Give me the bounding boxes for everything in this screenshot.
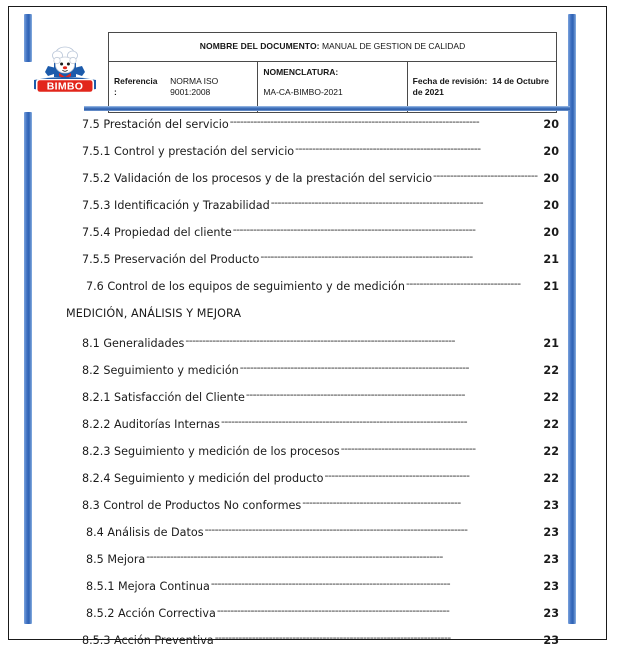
toc-page-number: 21 — [543, 253, 559, 266]
toc-entry-label: 8.2.1 Satisfacción del Cliente — [82, 391, 245, 404]
toc-leader-dashes: -------------------------------------------------------------------------- — [229, 115, 480, 128]
toc-entry-label: 8.2 Seguimiento y medición — [82, 364, 239, 377]
toc-entry-label: 7.5.1 Control y prestación del servicio — [82, 145, 295, 158]
toc-leader-dashes: ----------------------------------------------------------------------- — [210, 577, 451, 590]
toc-leader-dashes: -------------------------------------------------------------------------------- — [185, 334, 455, 347]
toc-entry[interactable] — [0, 631, 617, 661]
toc-entry[interactable] — [0, 334, 617, 364]
nomenclatura-label: NOMENCLATURA: — [263, 67, 339, 77]
nomenclatura-cell — [258, 62, 407, 113]
toc-entry[interactable] — [0, 442, 617, 472]
toc-entry[interactable] — [0, 496, 617, 526]
toc-page-number: 22 — [543, 445, 559, 458]
document-header — [0, 0, 617, 118]
toc-entry-label: MEDICIÓN, ANÁLISIS Y MEJORA — [66, 307, 242, 320]
toc-leader-dashes: ------------------------------- — [433, 169, 538, 182]
toc-page-number: 23 — [543, 553, 559, 566]
toc-page-number: 23 — [543, 607, 559, 620]
toc-entry[interactable] — [0, 415, 617, 445]
table-of-contents — [0, 115, 617, 661]
toc-page-number: 22 — [543, 472, 559, 485]
toc-page-number: 23 — [543, 499, 559, 512]
header-divider-bar — [84, 106, 570, 111]
toc-entry-label: 8.1 Generalidades — [82, 337, 185, 350]
toc-entry[interactable] — [0, 169, 617, 199]
toc-page-number: 20 — [543, 118, 559, 131]
toc-entry-label: 8.2.3 Seguimiento y medición de los procesos — [82, 445, 340, 458]
toc-entry-label: 7.5.3 Identificación y Trazabilidad — [82, 199, 270, 212]
fecha-revision-cell — [407, 62, 556, 113]
toc-entry[interactable] — [0, 223, 617, 253]
toc-leader-dashes: ------------------------------------------------------------------------ — [232, 223, 476, 236]
doc-name-value: MANUAL DE GESTION DE CALIDAD — [321, 41, 466, 52]
toc-leader-dashes: ---------------------------------- — [405, 277, 521, 290]
toc-leader-dashes: ---------------------------------------- — [340, 442, 476, 455]
toc-page-number: 20 — [543, 199, 559, 212]
toc-entry[interactable] — [0, 142, 617, 172]
toc-entry[interactable] — [0, 250, 617, 280]
toc-entry-label: 7.6 Control de los equipos de seguimiento y de medición — [86, 280, 405, 293]
toc-entry-label: 7.5.5 Preservación del Producto — [82, 253, 260, 266]
toc-leader-dashes: --------------------------------------------------------------- — [260, 250, 473, 263]
toc-entry[interactable] — [0, 469, 617, 499]
toc-leader-dashes: ----------------------------------------------- — [302, 496, 461, 509]
toc-entry-label: 8.5.3 Acción Preventiva — [82, 634, 214, 647]
toc-leader-dashes: ---------------------------------------------------------------------------------------- — [146, 550, 443, 563]
toc-page-number: 20 — [543, 172, 559, 185]
referencia-value: NORMA ISO 9001:2008 — [170, 75, 219, 97]
fecha-revision-value: 14 de Octubre de 2021 — [412, 75, 549, 97]
toc-leader-dashes: ------------------------------------------------------- — [295, 142, 481, 155]
nomenclatura-value: MA-CA-BIMBO-2021 — [263, 87, 343, 98]
doc-name-label: NOMBRE DEL DOCUMENTO: — [199, 41, 320, 52]
toc-page-number: 22 — [543, 364, 559, 377]
document-header-table — [108, 32, 557, 113]
toc-leader-dashes: ----------------------------------------------------------------- — [245, 388, 465, 401]
toc-leader-dashes: -------------------------------------------------------------------- — [239, 361, 469, 374]
toc-leader-dashes: --------------------------------------------------------------- — [270, 196, 483, 209]
toc-entry[interactable] — [0, 523, 617, 553]
toc-page-number: 21 — [543, 337, 559, 350]
toc-entry[interactable] — [0, 196, 617, 226]
toc-leader-dashes: --------------------------------------------------------------------- — [216, 604, 450, 617]
toc-entry-label: 8.4 Análisis de Datos — [86, 526, 204, 539]
referencia-label: Referencia : — [114, 75, 158, 97]
toc-entry[interactable] — [0, 577, 617, 607]
toc-leader-dashes: ------------------------------------------------------------------------- — [221, 415, 467, 428]
header-table-row-title — [109, 33, 557, 62]
toc-leader-dashes: ------------------------------------------- — [324, 469, 470, 482]
toc-entry-label: 7.5 Prestación del servicio — [82, 118, 229, 131]
toc-section-heading[interactable] — [0, 307, 617, 337]
toc-entry-label: 8.5 Mejora — [86, 553, 146, 566]
toc-page-number: 23 — [543, 580, 559, 593]
fecha-revision-label: Fecha de revisión: — [412, 75, 488, 86]
toc-page-number: 21 — [543, 280, 559, 293]
toc-page-number: 20 — [543, 226, 559, 239]
toc-entry[interactable] — [0, 115, 617, 145]
toc-entry-label: 7.5.4 Propiedad del cliente — [82, 226, 232, 239]
toc-page-number: 22 — [543, 418, 559, 431]
toc-entry[interactable] — [0, 277, 617, 307]
bimbo-logo — [32, 46, 98, 98]
toc-leader-dashes: ------------------------------------------------------------------------------ — [204, 523, 468, 536]
toc-entry-label: 8.2.2 Auditorías Internas — [82, 418, 220, 431]
toc-entry-label: 7.5.2 Validación de los procesos y de la prestación del servicio — [82, 172, 433, 185]
referencia-cell — [109, 62, 258, 113]
toc-entry[interactable] — [0, 604, 617, 634]
toc-leader-dashes: ---------------------------------------------------------------------- — [214, 631, 451, 644]
toc-entry[interactable] — [0, 388, 617, 418]
svg-text:BIMBO: BIMBO — [46, 80, 84, 93]
toc-entry-label: 8.2.4 Seguimiento y medición del producto — [82, 472, 324, 485]
toc-entry[interactable] — [0, 361, 617, 391]
toc-entry-label: 8.3 Control de Productos No conformes — [82, 499, 302, 512]
toc-page-number: 22 — [543, 391, 559, 404]
toc-page-number: 20 — [543, 145, 559, 158]
toc-page-number: 23 — [543, 526, 559, 539]
toc-entry-label: 8.5.1 Mejora Continua — [86, 580, 210, 593]
toc-entry-label: 8.5.2 Acción Correctiva — [86, 607, 216, 620]
doc-name-cell — [109, 33, 557, 62]
toc-page-number: 23 — [543, 634, 559, 647]
toc-entry[interactable] — [0, 550, 617, 580]
header-table-row-meta — [109, 62, 557, 113]
